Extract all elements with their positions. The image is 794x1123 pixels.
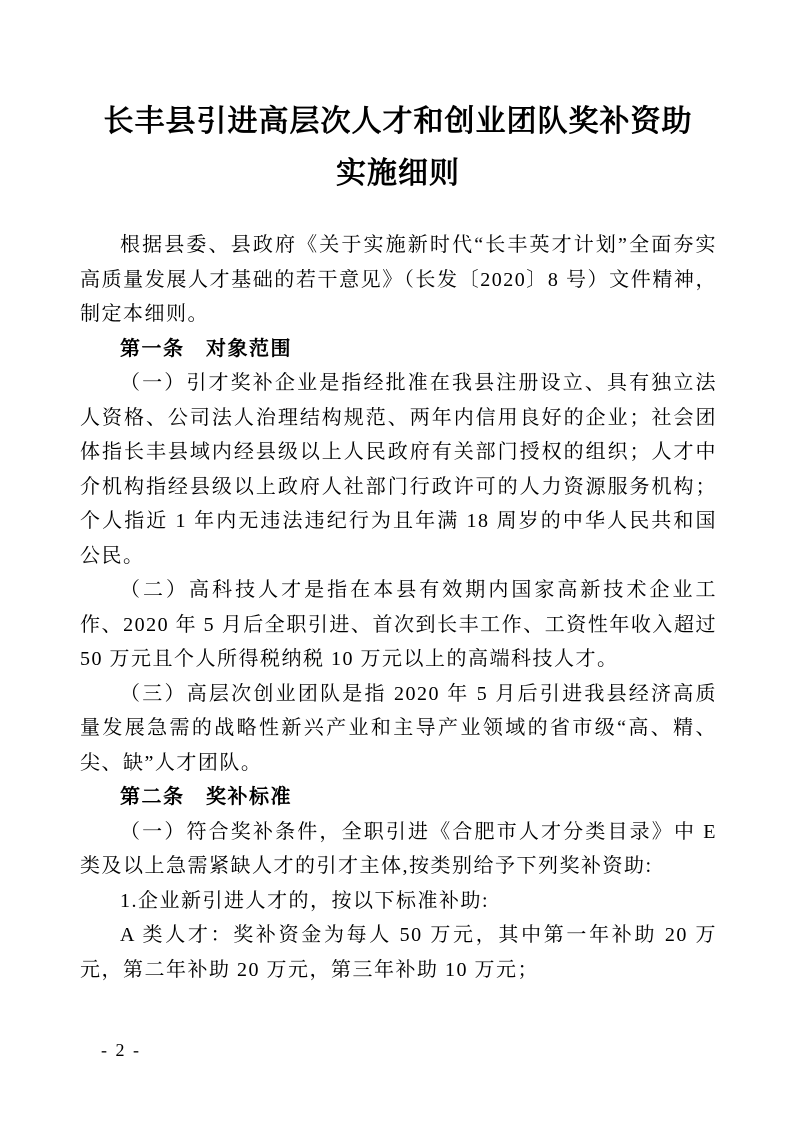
document-title — [80, 96, 716, 200]
paragraph: （三）高层次创业团队是指 2020 年 5 月后引进我县经济高质量发展急需的战略性新兴产业和主导产业领域的省市级“高、精、尖、缺”人才团队。 — [80, 682, 717, 774]
page-number: - 2 - — [101, 1040, 141, 1060]
paragraph: （一）引才奖补企业是指经批准在我县注册设立、具有独立法人资格、公司法人治理结构规范、两年内信用良好的企业；社会团体指长丰县域内经县级以上人民政府有关部门授权的组织；人才中介机构指经县级以上政府人社部门行政许可的人力资源服务机构；个人指近 1 年内无违法违纪行为且年满 18 周岁的中华人民共和国公民。 — [80, 372, 717, 567]
section-heading: 第一条 对象范围 — [120, 337, 292, 360]
document-title-line2: 实施细则 — [336, 157, 460, 190]
section-heading: 第二条 奖补标准 — [120, 786, 292, 808]
paragraph: 根据县委、县政府《关于实施新时代“长丰英才计划”全面夯实高质量发展人才基础的若干意见》（长发〔2020〕8 号）文件精神，制定本细则。 — [80, 234, 717, 325]
document-body — [80, 228, 717, 987]
paragraph: （二）高科技人才是指在本县有效期内国家高新技术企业工作、2020 年 5 月后全职引进、首次到长丰工作、工资性年收入超过 50 万元且个人所得税纳税 10 万元以上的高端科技人才。 — [80, 579, 717, 670]
paragraph: （一）符合奖补条件，全职引进《合肥市人才分类目录》中 E 类及以上急需紧缺人才的引才主体,按类别给予下列奖补资助: — [80, 820, 717, 877]
paragraph: 1.企业新引进人才的，按以下标准补助: — [120, 889, 490, 912]
document-title-line1: 长丰县引进高层次人才和创业团队奖补资助 — [103, 105, 693, 138]
paragraph: A 类人才：奖补资金为每人 50 万元，其中第一年补助 20 万元，第二年补助 20 万元，第三年补助 10 万元； — [80, 924, 717, 981]
